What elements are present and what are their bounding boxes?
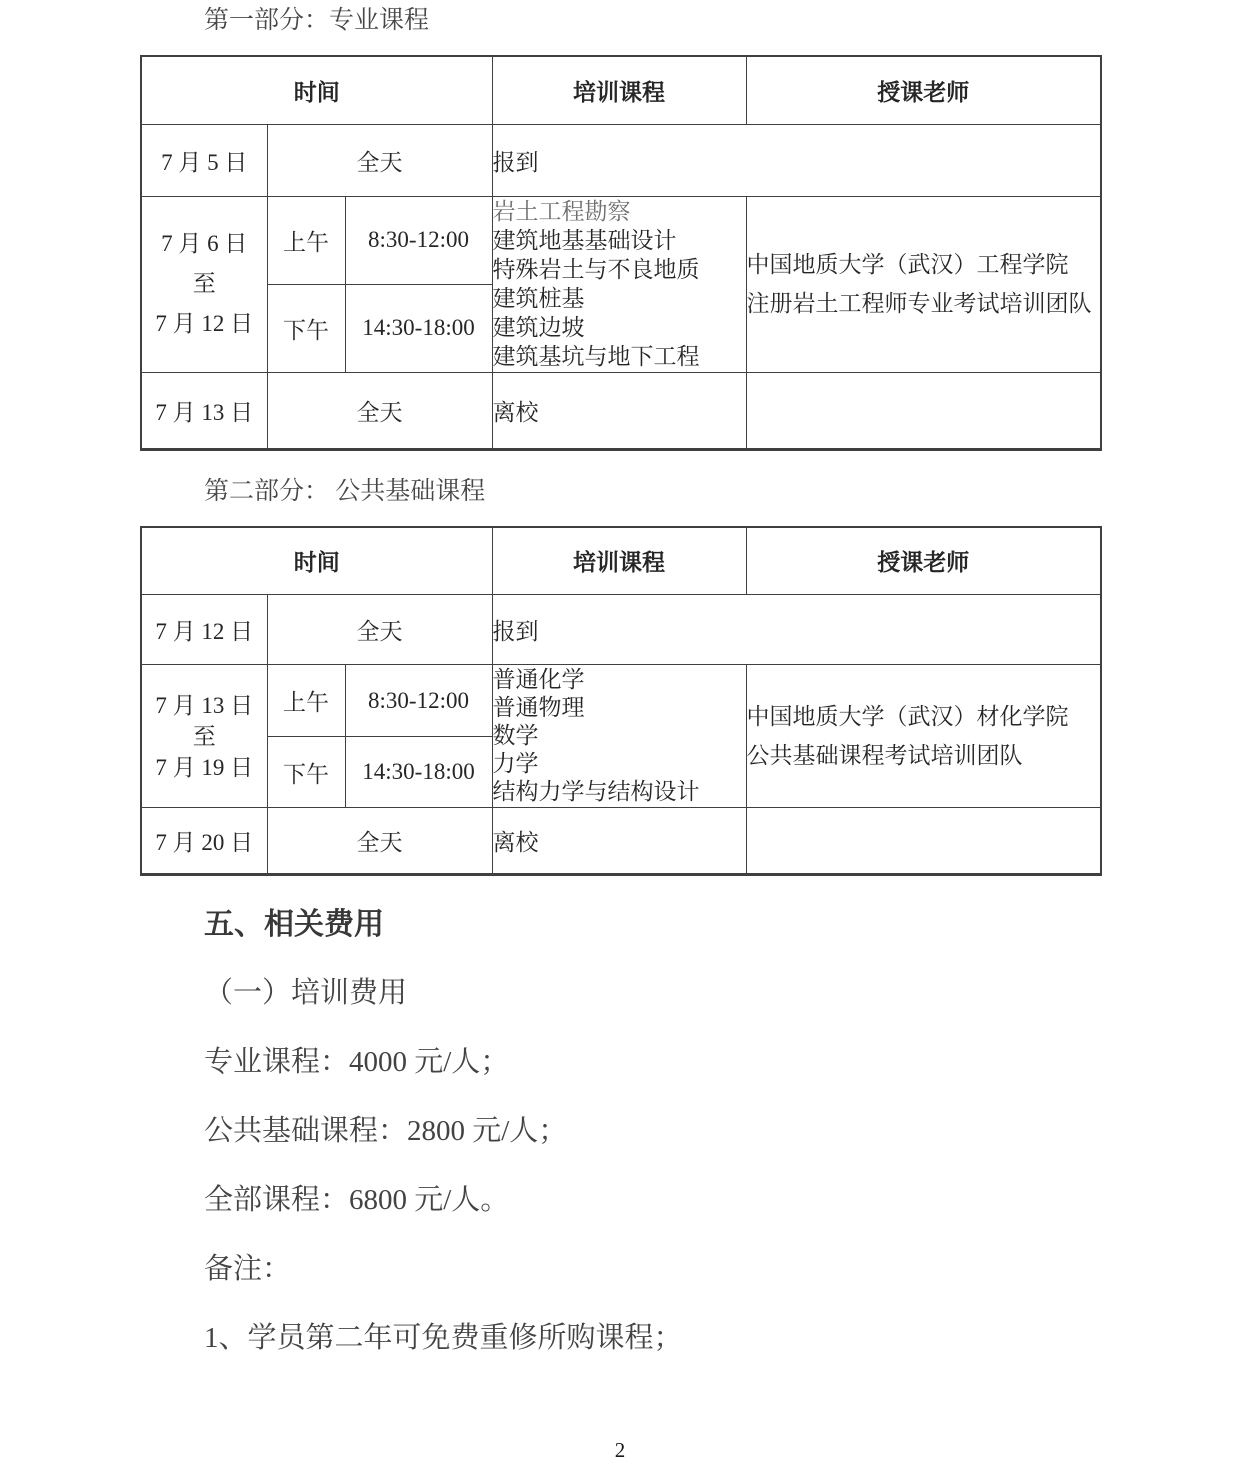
- teacher-line: 注册岩土工程师专业考试培训团队: [746, 291, 1092, 316]
- header-cell-course: 培训课程: [492, 56, 746, 124]
- course-line: 岩土工程勘察: [492, 199, 631, 224]
- date-range-to: 至: [192, 271, 216, 296]
- empty-teacher-cell: [746, 808, 1101, 875]
- am-label-cell: 上午: [267, 196, 345, 284]
- pm-label-cell: 下午: [267, 284, 345, 372]
- date-range-cell: [141, 665, 267, 808]
- course-line: 建筑地基基础设计: [492, 228, 677, 253]
- checkin-date-cell: 7 月 12 日: [141, 595, 267, 665]
- checkin-time-cell: 全天: [267, 124, 492, 196]
- course-line: 普通物理: [492, 695, 585, 720]
- course-line: 数学: [492, 723, 539, 748]
- checkin-time-cell: 全天: [267, 595, 492, 665]
- am-label-cell: 上午: [267, 665, 345, 737]
- table-header-row: [141, 527, 1101, 595]
- header-cell-course: 培训课程: [492, 527, 746, 595]
- schedule-table-public-basic: [140, 526, 1102, 877]
- course-line: 力学: [492, 751, 539, 776]
- date-range-start: 7 月 6 日: [161, 231, 248, 256]
- table-header-row: [141, 56, 1101, 124]
- section2-heading: 第二部分： 公共基础课程: [204, 477, 486, 505]
- checkin-date-cell: 7 月 5 日: [141, 124, 267, 196]
- header-cell-time: 时间: [141, 527, 492, 595]
- note-item-1: 1、学员第二年可免费重修所购课程；: [204, 1322, 683, 1354]
- checkin-activity-cell: 报到: [492, 124, 1101, 196]
- page-number: 2: [614, 1438, 626, 1462]
- fee-line-professional: 专业课程：4000 元/人；: [204, 1046, 510, 1078]
- course-line: 建筑桩基: [492, 286, 585, 311]
- date-range-start: 7 月 13 日: [155, 692, 254, 718]
- teacher-line: 中国地质大学（武汉）工程学院: [746, 252, 1069, 277]
- checkin-row: [141, 595, 1101, 665]
- date-range-cell: [141, 196, 267, 372]
- notes-label: 备注：: [204, 1253, 292, 1285]
- pm-time-cell: 14:30-18:00: [345, 737, 492, 808]
- am-time-cell: 8:30-12:00: [345, 196, 492, 284]
- course-line: 结构力学与结构设计: [492, 779, 700, 804]
- am-time-cell: 8:30-12:00: [345, 665, 492, 737]
- date-range-end: 7 月 19 日: [155, 754, 254, 780]
- teacher-cell: [746, 196, 1101, 372]
- header-cell-teacher: 授课老师: [746, 56, 1101, 124]
- checkout-row: [141, 372, 1101, 449]
- header-cell-teacher: 授课老师: [746, 527, 1101, 595]
- date-range-end: 7 月 12 日: [155, 311, 254, 336]
- teacher-cell: [746, 665, 1101, 808]
- main-row-am: [141, 665, 1101, 737]
- checkout-activity-cell: 离校: [492, 808, 746, 875]
- fee-line-public-basic: 公共基础课程：2800 元/人；: [204, 1115, 568, 1147]
- courses-cell: [492, 196, 746, 372]
- teacher-line: 公共基础课程考试培训团队: [746, 743, 1023, 768]
- course-line: 特殊岩土与不良地质: [492, 257, 700, 282]
- pm-label-cell: 下午: [267, 737, 345, 808]
- section1-heading: 第一部分：专业课程: [204, 7, 430, 34]
- pm-time-cell: 14:30-18:00: [345, 284, 492, 372]
- checkout-activity-cell: 离校: [492, 372, 746, 449]
- fees-section-heading: 五、相关费用: [204, 908, 384, 941]
- header-cell-time: 时间: [141, 56, 492, 124]
- date-range-to: 至: [192, 723, 216, 749]
- schedule-table-professional: [140, 55, 1102, 451]
- checkin-activity-cell: 报到: [492, 595, 1101, 665]
- main-row-am: [141, 196, 1101, 284]
- teacher-line: 中国地质大学（武汉）材化学院: [746, 704, 1069, 729]
- courses-cell: [492, 665, 746, 808]
- fees-subheading: （一）培训费用: [204, 977, 408, 1009]
- course-line: 普通化学: [492, 667, 585, 692]
- checkout-time-cell: 全天: [267, 372, 492, 449]
- checkout-row: [141, 808, 1101, 875]
- checkout-date-cell: 7 月 20 日: [141, 808, 267, 875]
- fee-line-all-courses: 全部课程：6800 元/人。: [204, 1184, 510, 1216]
- checkin-row: [141, 124, 1101, 196]
- checkout-date-cell: 7 月 13 日: [141, 372, 267, 449]
- course-line: 建筑基坑与地下工程: [492, 344, 700, 369]
- course-line: 建筑边坡: [492, 315, 585, 340]
- empty-teacher-cell: [746, 372, 1101, 449]
- checkout-time-cell: 全天: [267, 808, 492, 875]
